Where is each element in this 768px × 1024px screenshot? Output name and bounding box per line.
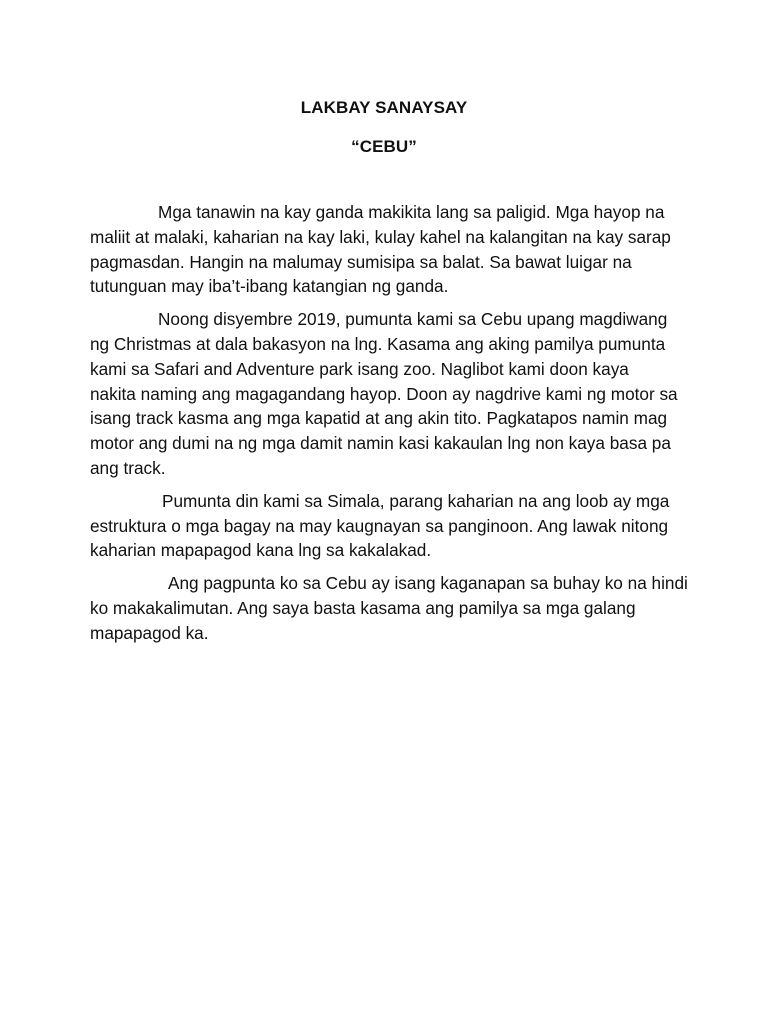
document-body (90, 200, 720, 654)
paragraph-line: pagmasdan. Hangin na malumay sumisipa sa balat. Sa bawat luigar na (90, 251, 632, 272)
paragraph-line: kaharian mapapagod kana lng sa kakalakad. (90, 540, 432, 561)
paragraph-line: Ang pagpunta ko sa Cebu ay isang kaganapan sa buhay ko na hindi (168, 573, 688, 594)
paragraph-3 (90, 489, 720, 563)
paragraph-2 (90, 307, 720, 481)
paragraph-line: tutunguan may iba’t-ibang katangian ng ganda. (90, 276, 449, 297)
paragraph-line: Mga tanawin na kay ganda makikita lang sa paligid. Mga hayop na (158, 202, 665, 222)
paragraph-line: mapapagod ka. (90, 622, 209, 643)
paragraph-1 (90, 200, 720, 299)
paragraph-4 (90, 571, 720, 645)
paragraph-line: nakita naming ang magagandang hayop. Doon ay nagdrive kami ng motor sa (90, 383, 678, 404)
paragraph-line: ng Christmas at dala bakasyon na lng. Kasama ang aking pamilya pumunta (90, 333, 666, 354)
paragraph-line: ko makakalimutan. Ang saya basta kasama ang pamilya sa mga galang (90, 597, 636, 618)
paragraph-line: Pumunta din kami sa Simala, parang kaharian na ang loob ay mga (162, 490, 670, 511)
paragraph-line: estruktura o mga bagay na may kaugnayan sa panginoon. Ang lawak nitong (90, 515, 669, 536)
document-subtitle: “CEBU” (351, 137, 417, 156)
document-title: LAKBAY SANAYSAY (300, 98, 468, 117)
paragraph-line: Noong disyembre 2019, pumunta kami sa Cebu upang magdiwang (158, 309, 668, 330)
paragraph-line: ang track. (90, 457, 166, 478)
paragraph-line: maliit at malaki, kaharian na kay laki, kulay kahel na kalangitan na kay sarap (90, 226, 671, 247)
paragraph-line: kami sa Safari and Adventure park isang zoo. Naglibot kami doon kaya (90, 358, 629, 379)
paragraph-line: isang track kasma ang mga kapatid at ang akin tito. Pagkatapos namin mag (90, 408, 668, 429)
paragraph-line: motor ang dumi na ng mga damit namin kasi kakaulan lng non kaya basa pa (90, 433, 671, 454)
